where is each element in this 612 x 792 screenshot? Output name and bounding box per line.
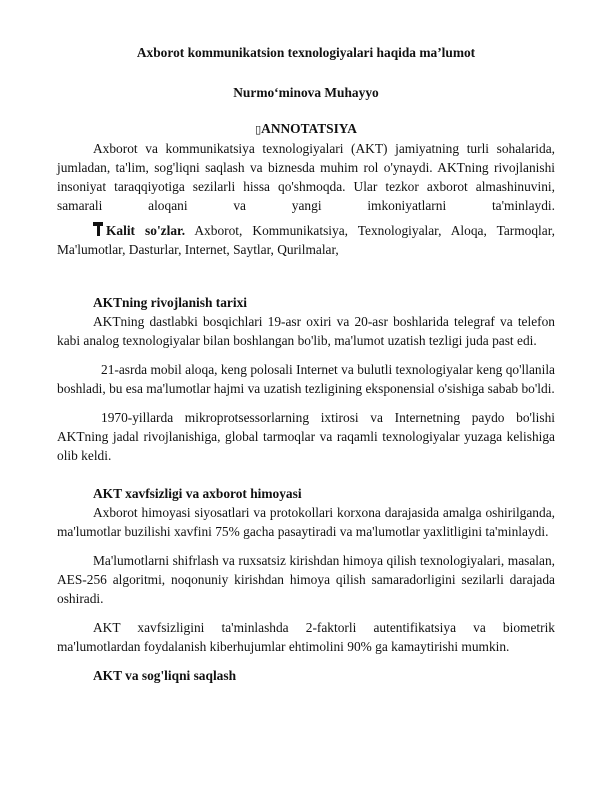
- keywords-label: Kalit so'zlar.: [106, 223, 186, 238]
- pin-icon: [93, 222, 103, 236]
- security-paragraph-2: Ma'lumotlarni shifrlash va ruxsatsiz kirishdan himoya qilish texnologiyalari, masalan, AES-256 algoritmi, noqonuniy kirishdan himoya qilish samaradorligini sezilarli darajada oshiradi.: [57, 553, 555, 606]
- history-paragraph-1: AKTning dastlabki bosqichlari 19-asr oxiri va 20-asr boshlarida telegraf va telefon kabi analog texnologiyalar bilan boshlangan bo'lib, ma'lumot uzatish tezligi juda past edi.: [57, 314, 555, 348]
- document-page: [57, 44, 555, 685]
- history-paragraph-2: 21-asrda mobil aloqa, keng polosali Internet va bulutli texnologiyalar keng qo'llanila boshladi, bu esa ma'lumotlar hajmi va uzatish tezligining eksponensial o'sishiga sabab bo'ldi.: [57, 362, 555, 396]
- section-heading-health: AKT va sog'liqni saqlash: [93, 668, 237, 683]
- section-heading-history: AKTning rivojlanish tarixi: [93, 295, 248, 310]
- history-paragraph-3: 1970-yillarda mikroprotsessorlarning ixtirosi va Internetning paydo bo'lishi AKTning jadal rivojlanishiga, global tarmoqlar va raqamli texnologiyalar yuzaga kelishiga olib keldi.: [57, 410, 555, 463]
- section-heading-security: AKT xavfsizligi va axborot himoyasi: [93, 486, 302, 501]
- security-paragraph-1: Axborot himoyasi siyosatlari va protokollari korxona darajasida amalga oshirilganda, ma'lumotlar buzilishi xavfini 75% gacha pasaytiradi va ma'lumotlar yaxlitligini ta'minlaydi.: [57, 505, 555, 539]
- annotation-heading: ▯ANNOTATSIYA: [255, 121, 357, 136]
- document-title: Axborot kommunikatsion texnologiyalari haqida ma’lumot: [136, 45, 476, 60]
- author-name: Nurmo‘minova Muhayyo: [233, 85, 379, 100]
- keywords-text: Axborot, Kommunikatsiya, Texnologiyalar, Aloqa, Tarmoqlar, Ma'lumotlar, Dasturlar, Internet, Saytlar, Qurilmalar,: [57, 223, 555, 257]
- annotation-text: Axborot va kommunikatsiya texnologiyalari (AKT) jamiyatning turli sohalarida, jumladan, ta'lim, sog'liqni saqlash va biznesda muhim rol o'ynaydi. AKTning rivojlanishi insoniyat taraqqiyotiga sezilarli hissa qo'shmoqda. Ular tezkor axborot almashinuvini, samarali aloqani va yangi imkoniyatlarni ta'minlaydi.: [57, 141, 555, 213]
- missing-glyph-icon: ▯: [255, 123, 262, 136]
- security-paragraph-3: AKT xavfsizligini ta'minlashda 2-faktorli autentifikatsiya va biometrik ma'lumotlardan foydalanish kiberhujumlar ehtimolini 90% ga kamaytirishi mumkin.: [57, 620, 555, 654]
- keywords-paragraph: [57, 221, 555, 259]
